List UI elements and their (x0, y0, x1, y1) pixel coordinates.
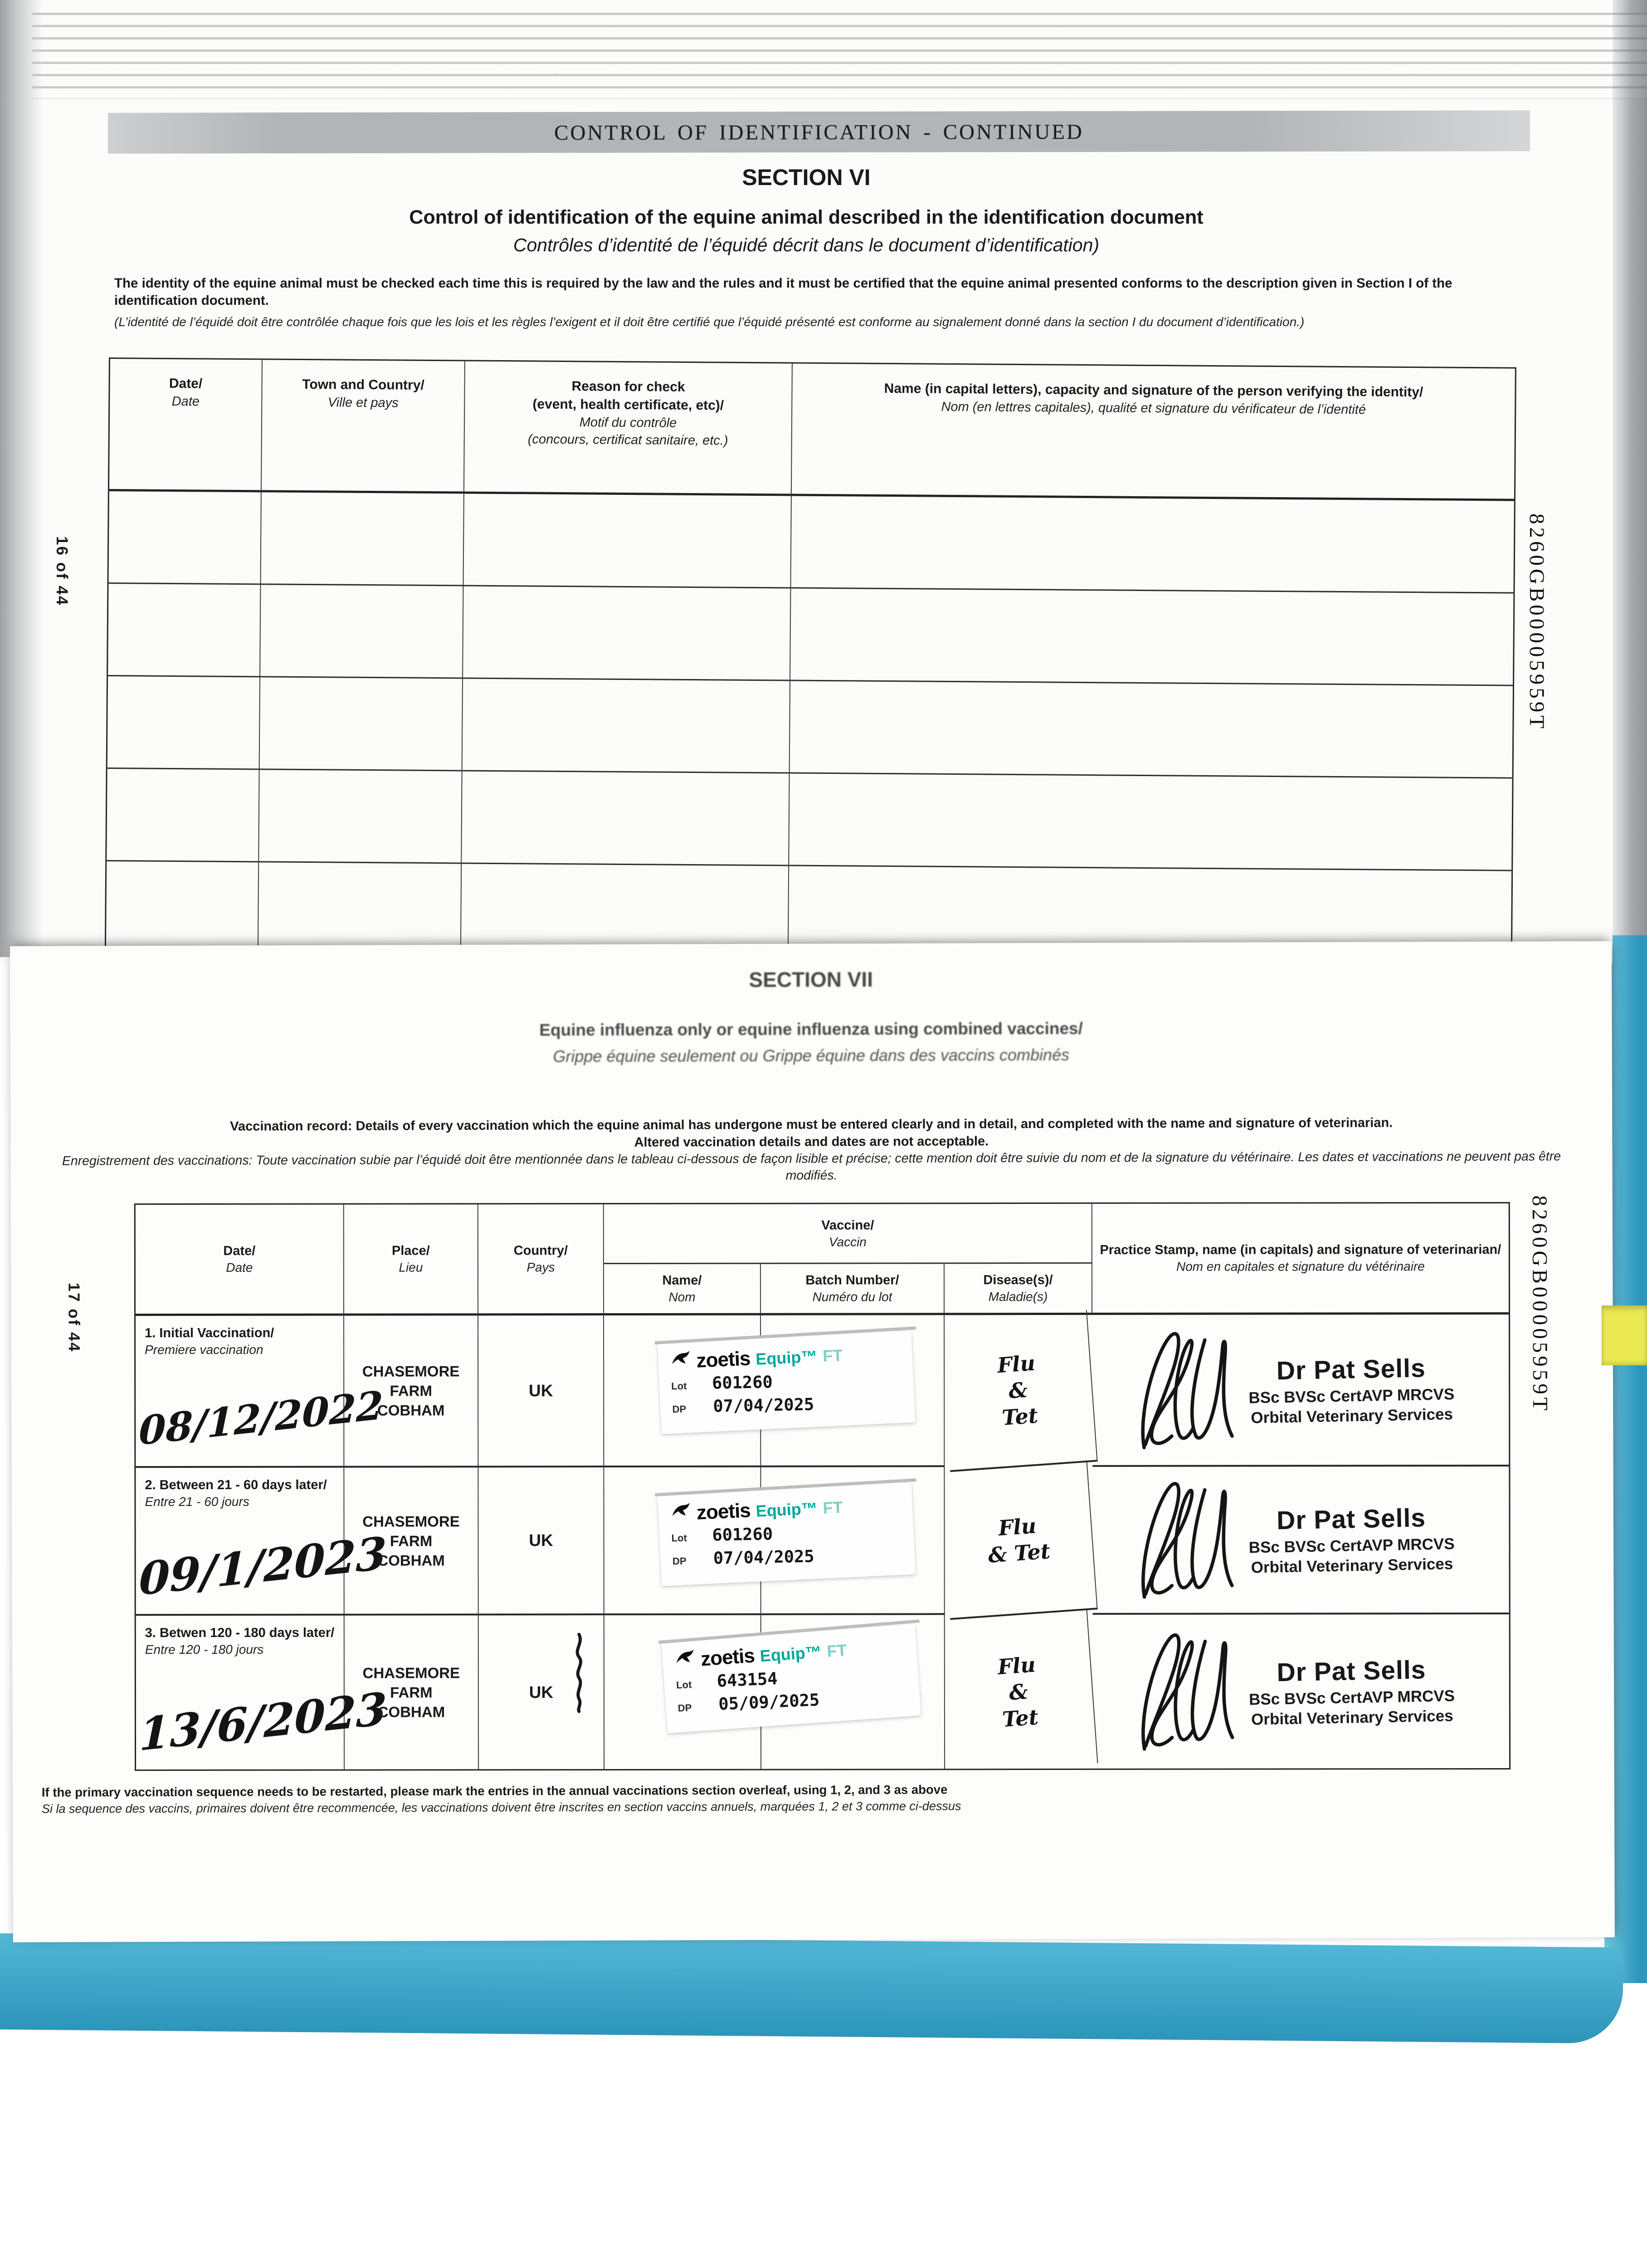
section7-footer-en: If the primary vaccination sequence needs to be restarted, please mark the entries in the annual vaccinations section overleaf, using 1, 2, and 3 as above (41, 1782, 948, 1799)
empty-cell (463, 586, 791, 681)
scan-streak-artifact (32, 13, 1647, 99)
empty-cell (463, 494, 791, 588)
vax-col-header-place: Place/ Lieu (344, 1204, 478, 1315)
row2-lot: Lot 601260 (671, 1524, 773, 1545)
row1-vaccine-sticker (658, 1331, 916, 1434)
empty-cell (790, 681, 1513, 779)
vaccine-suffix: FT (826, 1640, 848, 1661)
section7-subtitle-fr: Grippe équine seulement ou Grippe équine dans des vaccins combinés (553, 1045, 1070, 1066)
row1-lot: Lot 601260 (671, 1372, 773, 1393)
empty-cell (260, 677, 463, 771)
section6-title: SECTION VI (742, 165, 871, 190)
empty-cell (259, 770, 462, 864)
vax-col-header-stamp: Practice Stamp, name (in capitals) and signature of veterinarian/ Nom en capitales et signature du vétérinaire (1092, 1203, 1509, 1315)
vax-col-header-name: Name/ Nom (604, 1264, 761, 1315)
row2-country-cell: UK (478, 1467, 604, 1615)
row3-date-cell: 3. Betwen 120 - 180 days later/ Entre 120 - 180 jours 13/6/2023 (136, 1616, 345, 1769)
section6-body (114, 275, 1523, 330)
empty-cell (106, 861, 259, 955)
yellow-sticky-tab (1602, 1305, 1647, 1365)
section7-footer-fr: Si la sequence des vaccins, primaires doivent être recommencée, les vaccinations doivent être inscrites en section vaccins annuels, marquées 1, 2 et 3 comme ci-dessus (41, 1799, 961, 1816)
vaccine-brand: zoetis (696, 1347, 751, 1372)
identification-checks-table (105, 357, 1516, 963)
row1-handwritten-date: 08/12/2022 (138, 1382, 384, 1455)
vet-stamp: Dr Pat Sells BSc BVSc CertAVP MRCVS Orbital Veterinary Services (1248, 1503, 1455, 1577)
vaccine-product: Equip™ (755, 1347, 818, 1369)
row2-expiry: DP 07/04/2025 (672, 1546, 814, 1568)
row1-expiry: DP 07/04/2025 (672, 1394, 814, 1416)
vaccine-suffix: FT (822, 1497, 843, 1517)
empty-cell (258, 862, 462, 956)
section7-body-en2: Altered vaccination details and dates are not acceptable. (634, 1134, 989, 1150)
row2-date-cell: 2. Between 21 - 60 days later/ Entre 21 - 60 jours 09/1/2023 (136, 1468, 344, 1616)
row3-handwritten-date: 13/6/2023 (139, 1682, 387, 1762)
row1-country-cell: UK (478, 1315, 604, 1467)
empty-cell (107, 676, 260, 770)
row2-handwritten-date: 09/1/2023 (138, 1527, 387, 1606)
vaccine-brand: zoetis (700, 1644, 755, 1671)
row1-vaccine-name-cell (604, 1315, 843, 1467)
empty-cell (260, 585, 463, 679)
empty-cell (789, 774, 1512, 871)
page-number-17: 17 of 44 (65, 1282, 83, 1353)
zoetis-bird-icon (674, 1648, 696, 1668)
row3-vaccine-sticker (661, 1624, 921, 1733)
empty-cell (462, 771, 789, 866)
row2-vaccine-name-cell (604, 1467, 843, 1615)
row1-place-cell: CHASEMORE FARM COBHAM (344, 1315, 478, 1467)
vax-col-header-vaccine: Vaccine/ Vaccin (604, 1204, 1092, 1264)
empty-cell (109, 491, 262, 585)
page-number-16: 16 of 44 (53, 536, 71, 606)
passport-page-17 (10, 941, 1615, 1942)
passport-page-16 (0, 0, 1613, 964)
section7-body-fr: Enregistrement des vaccinations: Toute vaccination subie par l’équidé doit être mentionnée dans le tableau ci-dessous de façon lisible et précise; cette mention doit être suivie du nom et de la signature du vétérinaire. Les dates et vaccinations ne peuvent pas être modifiés. (62, 1149, 1561, 1183)
empty-cell (790, 589, 1513, 686)
row2-stamp-cell (1092, 1466, 1509, 1615)
vax-col-header-country: Country/ Pays (478, 1204, 604, 1315)
section6-body-fr: (L’identité de l’équidé doit être contrôlée chaque fois que les lois et les règles l’exigent et il doit être certifié que l’équidé présenté est conforme au signalement donné dans la section I du document d’identification.) (114, 315, 1305, 329)
row3-place-cell: CHASEMORE FARM COBHAM (345, 1615, 479, 1769)
row1-date-cell: 1. Initial Vaccination/ Premiere vaccination 08/12/2022 (136, 1316, 344, 1468)
vax-col-header-batch: Batch Number/ Numéro du lot (761, 1264, 945, 1315)
row1-stamp-cell (1092, 1315, 1509, 1467)
section7-subtitle-en: Equine influenza only or equine influenza using combined vaccines/ (539, 1019, 1083, 1040)
vaccine-brand: zoetis (696, 1499, 751, 1524)
document-code-upper: 8260GB00005959T (1525, 513, 1549, 732)
vet-stamp: Dr Pat Sells BSc BVSc CertAVP MRCVS Orbital Veterinary Services (1248, 1655, 1455, 1728)
vaccine-suffix: FT (822, 1345, 843, 1365)
empty-cell (107, 769, 259, 862)
row3-lot: Lot 643154 (676, 1668, 778, 1691)
row2-place-cell: CHASEMORE FARM COBHAM (344, 1467, 478, 1615)
section7-title: SECTION VII (749, 968, 873, 992)
handwritten-scribble (569, 1632, 588, 1713)
row2-vaccine-sticker (658, 1483, 916, 1586)
vaccine-product: Equip™ (759, 1642, 822, 1666)
vax-col-header-date: Date/ Date (136, 1205, 344, 1316)
section6-body-en: The identity of the equine animal must be checked each time this is required by the law and the rules and it must be certified that the equine animal presented conforms to the description given in Section I of the identification document. (114, 276, 1452, 308)
row3-country-cell: UK (479, 1615, 604, 1769)
row3-disease-cell: Flu & Tet (940, 1610, 1098, 1774)
zoetis-bird-icon (670, 1501, 692, 1520)
vet-signature (1108, 1476, 1244, 1603)
empty-cell (261, 492, 464, 586)
section7-body (40, 1114, 1582, 1187)
vet-stamp: Dr Pat Sells BSc BVSc CertAVP MRCVS Orbital Veterinary Services (1248, 1353, 1455, 1427)
zoetis-bird-icon (670, 1349, 692, 1369)
document-code-lower: 8260GB00005959T (1527, 1195, 1552, 1414)
book-cover-blue-bottom (0, 1933, 1623, 2043)
page-left-shadow (0, 0, 43, 957)
vet-signature (1108, 1324, 1244, 1456)
vet-signature (1108, 1627, 1244, 1756)
col-header-reason: Reason for check (event, health certificate, etc)/ Motif du contrôle (concours, certificat sanitaire, etc.) (464, 361, 793, 496)
row1-disease-cell: Flu & Tet (940, 1310, 1098, 1472)
row3-stamp-cell (1093, 1614, 1509, 1769)
row2-disease-cell: Flu & Tet (940, 1462, 1097, 1620)
vaccine-product: Equip™ (755, 1499, 818, 1520)
book-edge-gray (1612, 0, 1647, 959)
section7-body-en1: Vaccination record: Details of every vaccination which the equine animal has undergone must be entered clearly and in detail, and completed with the name and signature of veterinarian. (230, 1115, 1393, 1134)
empty-cell (108, 584, 261, 677)
col-header-town-country: Town and Country/ Ville et pays (262, 360, 465, 494)
empty-cell (463, 679, 790, 773)
page-banner: CONTROL OF IDENTIFICATION - CONTINUED (108, 110, 1530, 153)
empty-cell (791, 496, 1514, 594)
col-header-verifier: Name (in capital letters), capacity and signature of the person verifying the identity/ Nom (en lettres capitales), qualité et signature du vérificateur de l’identité (792, 364, 1515, 501)
section6-heading-fr: Contrôles d’identité de l’équidé décrit dans le document d’identification) (513, 235, 1100, 255)
row3-vaccine-name-cell (604, 1615, 848, 1769)
vax-col-header-disease: Disease(s)/ Maladie(s) (945, 1264, 1092, 1315)
section7-footer (42, 1779, 1556, 1817)
vaccination-record-table (134, 1202, 1511, 1771)
row3-expiry: DP 05/09/2025 (677, 1690, 820, 1714)
section6-heading-en: Control of identification of the equine animal described in the identification document (409, 206, 1204, 228)
col-header-date: Date/ Date (109, 359, 263, 492)
